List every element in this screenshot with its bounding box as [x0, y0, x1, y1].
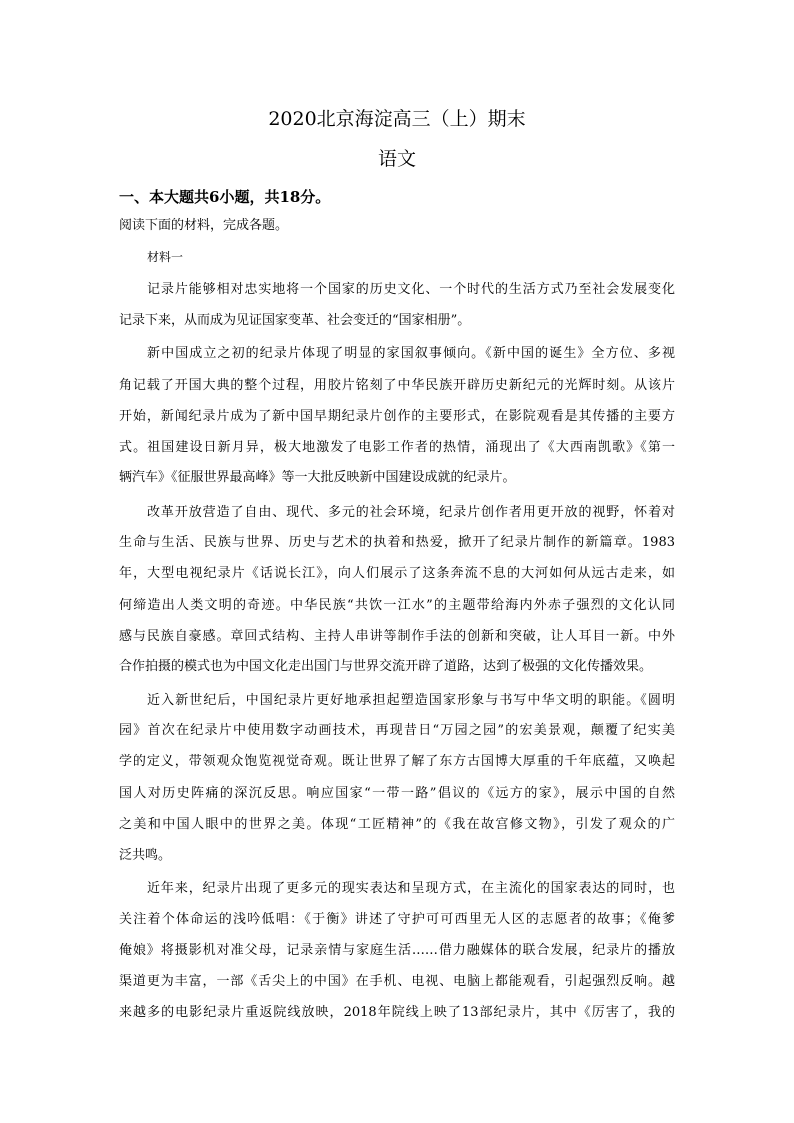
subject-title: 语文	[377, 148, 416, 170]
body-line: 年，大型电视纪录片《话说长江》，向人们展示了这条奔流不息的大河如何从远古走来，如	[119, 566, 675, 581]
body-line: 泛共鸣。	[119, 848, 172, 863]
material-label: 材料一	[147, 250, 184, 264]
body-line: 之美和中国人眼中的世界之美。体现“工匠精神”的《我在故宫修文物》，引发了观众的广	[119, 817, 675, 832]
body-line: 记录片能够相对忠实地将一个国家的历史文化、一个时代的生活方式乃至社会发展变化	[147, 282, 675, 297]
body-line: 辆汽车》《征服世界最高峰》等一大批反映新中国建设成就的纪录片。	[119, 470, 516, 485]
body-line: 角记载了开国大典的整个过程，用胶片铭刻了中华民族开辟历史新纪元的光辉时刻。从该片	[119, 378, 675, 393]
body-line: 近年来，纪录片出现了更多元的现实表达和呈现方式，在主流化的国家表达的同时，也	[147, 881, 675, 896]
body-line: 改革开放营造了自由、现代、多元的社会环境，纪录片创作者用更开放的视野，怀着对	[147, 505, 675, 520]
body-line: 新中国成立之初的纪录片体现了明显的家国叙事倾向。《新中国的诞生》全方位、多视	[147, 346, 675, 361]
body-line: 渠道更为丰富，一部《舌尖上的中国》在手机、电视、电脑上都能观看，引起强烈反响。越	[119, 974, 675, 989]
body-line: 学的定义，带领观众饱览视觉奇观。既让世界了解了东方古国博大厚重的千年底蕴，又唤起	[119, 754, 675, 769]
body-line: 来越多的电影纪录片重返院线放映，2018年院线上映了13部纪录片，其中《厉害了，我的	[119, 1005, 675, 1020]
body-line: 开始，新闻纪录片成为了新中国早期纪录片创作的主要形式，在影院观看是其传播的主要方	[119, 409, 675, 424]
body-line: 记录下来，从而成为见证国家变革、社会变迁的“国家相册”。	[119, 313, 471, 328]
body-line: 合作拍摄的模式也为中国文化走出国门与世界交流开辟了道路，达到了极强的文化传播效果。	[119, 659, 653, 674]
body-line: 生命与生活、民族与世界、历史与艺术的执着和热爱，掀开了纪录片制作的新篇章。1983	[119, 535, 675, 550]
section-heading: 一、本大题共6小题，共18分。	[119, 188, 331, 206]
body-line: 感与民族自豪感。章回式结构、主持人串讲等制作手法的创新和突破，让人耳目一新。中外	[119, 629, 675, 644]
body-line: 园》首次在纪录片中使用数字动画技术，再现昔日“万园之园”的宏美景观，颠覆了纪实美	[119, 723, 675, 738]
body-line: 式。祖国建设日新月异，极大地激发了电影工作者的热情，涌现出了《大西南凯歌》《第一	[119, 440, 675, 455]
body-line: 何缔造出人类文明的奇迹。中华民族“共饮一江水”的主题带给海内外赤子强烈的文化认同	[119, 598, 675, 613]
body-line: 关注着个体命运的浅吟低唱：《于衡》讲述了守护可可西里无人区的志愿者的故事；《俺爹	[119, 912, 675, 927]
page-title: 2020北京海淀高三（上）期末	[268, 108, 526, 130]
body-line: 近入新世纪后，中国纪录片更好地承担起塑造国家形象与书写中华文明的职能。《圆明	[147, 693, 675, 708]
instruction-text: 阅读下面的材料，完成各题。	[119, 218, 289, 233]
body-line: 俺娘》将摄影机对准父母，记录亲情与家庭生活……借力融媒体的联合发展，纪录片的播放	[119, 943, 675, 958]
body-line: 国人对历史阵痛的深沉反思。响应国家“一带一路”倡议的《远方的家》，展示中国的自然	[119, 786, 675, 801]
